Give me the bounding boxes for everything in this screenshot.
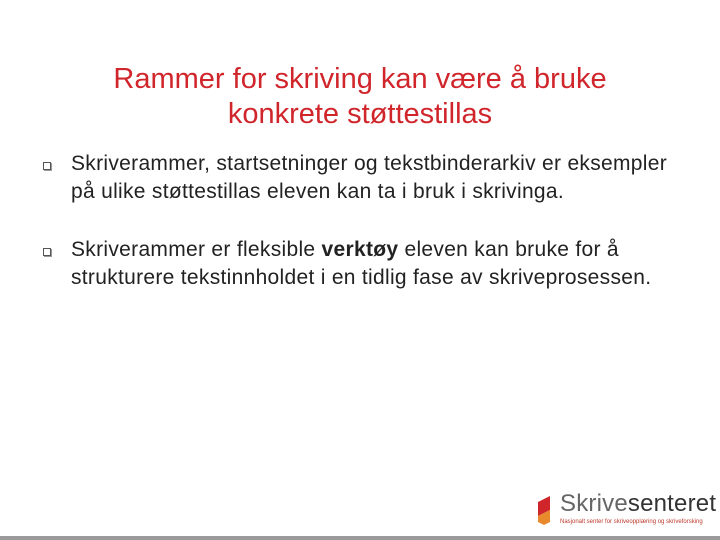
square-bullet-icon [43, 248, 51, 256]
title-line-1: Rammer for skriving kan være å bruke [113, 63, 607, 95]
bullet-item [40, 150, 690, 206]
skrivesenteret-logo [536, 490, 716, 530]
bullet-list [40, 150, 690, 322]
square-bullet-icon [43, 162, 51, 170]
logo-name-part1: Skrive [560, 490, 628, 517]
bullet-text [71, 236, 690, 292]
title-line-2: konkrete støttestillas [227, 98, 493, 130]
bullet-text-after: eleven kan bruke for å strukturere tekstinnholdet i en tidlig fase av skriveprosessen. [71, 238, 652, 289]
bullet-item [40, 236, 690, 292]
logo-mark-icon [536, 492, 556, 528]
bullet-text: Skriverammer, startsetninger og tekstbinderarkiv er eksempler på ulike støttestillas eleven kan ta i bruk i skrivinga. [71, 152, 668, 203]
bullet-text-bold: verktøy [321, 238, 399, 261]
bottom-rule [0, 536, 720, 540]
logo-name [560, 490, 716, 518]
bullet-text-before: Skriverammer er fleksible [71, 238, 322, 261]
logo-name-part2: senteret [627, 490, 717, 517]
slide-title [40, 62, 680, 132]
logo-tagline: Nasjonalt senter for skriveopplæring og skriveforsking [560, 519, 703, 525]
